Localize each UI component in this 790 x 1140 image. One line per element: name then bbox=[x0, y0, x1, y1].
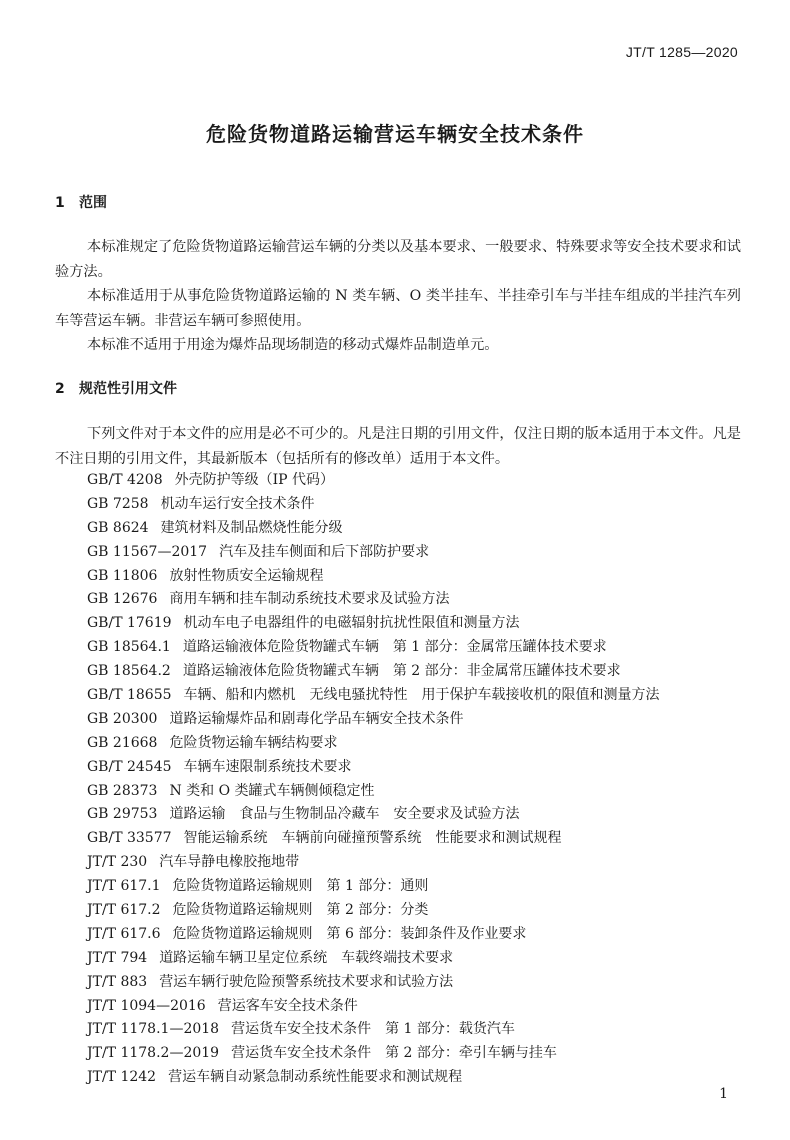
reference-title: 营运货车安全技术条件 第 1 部分：载货汽车 bbox=[231, 1021, 515, 1038]
reference-item bbox=[87, 732, 660, 756]
reference-item bbox=[87, 541, 660, 565]
reference-code: GB 21668 bbox=[87, 734, 158, 751]
reference-title: 商用车辆和挂车制动系统技术要求及试验方法 bbox=[169, 591, 450, 608]
reference-code: JT/T 1094—2016 bbox=[87, 997, 206, 1014]
reference-item bbox=[87, 588, 660, 612]
reference-item bbox=[87, 517, 660, 541]
reference-title: 车辆、船和内燃机 无线电骚扰特性 用于保护车载接收机的限值和测量方法 bbox=[183, 687, 660, 704]
reference-item bbox=[87, 780, 660, 804]
section-number: 1 bbox=[55, 195, 65, 211]
reference-item bbox=[87, 995, 660, 1019]
reference-title: 放射性物质安全运输规程 bbox=[169, 567, 324, 584]
reference-code: JT/T 617.1 bbox=[87, 878, 161, 895]
reference-item bbox=[87, 1018, 660, 1042]
reference-title: 危险货物道路运输规则 第 2 部分：分类 bbox=[172, 902, 429, 919]
reference-item bbox=[87, 612, 660, 636]
scope-paragraph: 本标准规定了危险货物道路运输营运车辆的分类以及基本要求、一般要求、特殊要求等安全技术要求和试验方法。 bbox=[55, 239, 741, 280]
reference-title: 道路运输液体危险货物罐式车辆 第 2 部分：非金属常压罐体技术要求 bbox=[182, 663, 621, 680]
reference-item bbox=[87, 756, 660, 780]
reference-title: N 类和 O 类罐式车辆侧倾稳定性 bbox=[169, 782, 375, 799]
reference-code: GB/T 18655 bbox=[87, 687, 172, 704]
reference-title: 危险货物运输车辆结构要求 bbox=[169, 734, 338, 751]
reference-item bbox=[87, 493, 660, 517]
reference-item bbox=[87, 875, 660, 899]
reference-item bbox=[87, 684, 660, 708]
reference-item bbox=[87, 971, 660, 995]
reference-title: 营运货车安全技术条件 第 2 部分：牵引车辆与挂车 bbox=[231, 1045, 557, 1062]
reference-code: JT/T 1242 bbox=[87, 1069, 157, 1086]
reference-code: GB 18564.2 bbox=[87, 663, 171, 680]
reference-item bbox=[87, 565, 660, 589]
scope-paragraph: 本标准适用于从事危险货物道路运输的 N 类车辆、O 类半挂车、半挂牵引车与半挂车组成的半挂汽车列车等营运车辆。非营运车辆可参照使用。 bbox=[55, 288, 741, 329]
section-2-heading bbox=[55, 378, 177, 398]
reference-item bbox=[87, 899, 660, 923]
reference-code: GB 29753 bbox=[87, 806, 158, 823]
reference-code: GB 11567—2017 bbox=[87, 543, 208, 560]
reference-code: GB 8624 bbox=[87, 519, 149, 536]
reference-title: 道路运输爆炸品和剧毒化学品车辆安全技术条件 bbox=[169, 710, 464, 727]
reference-item bbox=[87, 1042, 660, 1066]
reference-code: JT/T 1178.1—2018 bbox=[87, 1021, 220, 1038]
scope-paragraph: 本标准不适用于用途为爆炸品现场制造的移动式爆炸品制造单元。 bbox=[87, 337, 499, 353]
reference-title: 道路运输 食品与生物制品冷藏车 安全要求及试验方法 bbox=[169, 806, 520, 823]
reference-title: 机动车运行安全技术条件 bbox=[160, 495, 315, 512]
reference-item bbox=[87, 851, 660, 875]
reference-title: 汽车及挂车侧面和后下部防护要求 bbox=[219, 543, 430, 560]
reference-title: 营运车辆行驶危险预警系统技术要求和试验方法 bbox=[159, 973, 454, 990]
section-title: 范围 bbox=[79, 195, 107, 211]
reference-item bbox=[87, 827, 660, 851]
document-title: 危险货物道路运输营运车辆安全技术条件 bbox=[206, 122, 584, 146]
reference-code: JT/T 617.6 bbox=[87, 925, 161, 942]
references-intro-paragraph: 下列文件对于本文件的应用是必不可少的。凡是注日期的引用文件，仅注日期的版本适用于本文件。凡是不注日期的引用文件，其最新版本（包括所有的修改单）适用于本文件。 bbox=[55, 426, 741, 467]
section-number: 2 bbox=[55, 381, 65, 397]
reference-code: GB 12676 bbox=[87, 591, 158, 608]
reference-code: JT/T 230 bbox=[87, 854, 148, 871]
reference-code: GB 7258 bbox=[87, 495, 149, 512]
reference-code: GB/T 33577 bbox=[87, 830, 172, 847]
reference-title: 外壳防护等级（IP 代码） bbox=[174, 472, 335, 488]
reference-code: GB 20300 bbox=[87, 710, 158, 727]
reference-title: 营运客车安全技术条件 bbox=[217, 997, 358, 1014]
reference-code: GB/T 17619 bbox=[87, 615, 172, 632]
reference-item bbox=[87, 947, 660, 971]
reference-code: GB/T 4208 bbox=[87, 472, 163, 488]
reference-code: GB 18564.1 bbox=[87, 639, 171, 656]
reference-item bbox=[87, 469, 660, 493]
reference-code: GB 11806 bbox=[87, 567, 158, 584]
reference-code: GB 28373 bbox=[87, 782, 158, 799]
reference-title: 机动车电子电器组件的电磁辐射抗扰性限值和测量方法 bbox=[183, 615, 520, 632]
reference-title: 危险货物道路运输规则 第 6 部分：装卸条件及作业要求 bbox=[172, 925, 527, 942]
standard-code: JT/T 1285—2020 bbox=[625, 44, 738, 60]
reference-title: 危险货物道路运输规则 第 1 部分：通则 bbox=[172, 878, 429, 895]
reference-item bbox=[87, 660, 660, 684]
section-title: 规范性引用文件 bbox=[79, 381, 177, 397]
reference-code: GB/T 24545 bbox=[87, 758, 172, 775]
reference-title: 营运车辆自动紧急制动系统性能要求和测试规程 bbox=[168, 1069, 463, 1086]
reference-item bbox=[87, 923, 660, 947]
reference-code: JT/T 1178.2—2019 bbox=[87, 1045, 220, 1062]
reference-item bbox=[87, 708, 660, 732]
reference-title: 道路运输车辆卫星定位系统 车载终端技术要求 bbox=[159, 949, 454, 966]
reference-code: JT/T 883 bbox=[87, 973, 148, 990]
reference-title: 建筑材料及制品燃烧性能分级 bbox=[160, 519, 343, 536]
reference-title: 车辆车速限制系统技术要求 bbox=[183, 758, 352, 775]
reference-code: JT/T 617.2 bbox=[87, 902, 161, 919]
reference-item bbox=[87, 636, 660, 660]
reference-code: JT/T 794 bbox=[87, 949, 148, 966]
reference-title: 道路运输液体危险货物罐式车辆 第 1 部分：金属常压罐体技术要求 bbox=[182, 639, 607, 656]
reference-item bbox=[87, 1066, 660, 1090]
reference-item bbox=[87, 803, 660, 827]
reference-title: 汽车导静电橡胶拖地带 bbox=[159, 854, 300, 871]
page-number: 1 bbox=[719, 1086, 728, 1102]
section-1-heading bbox=[55, 192, 107, 212]
reference-title: 智能运输系统 车辆前向碰撞预警系统 性能要求和测试规程 bbox=[183, 830, 562, 847]
normative-reference-list bbox=[87, 469, 660, 1090]
